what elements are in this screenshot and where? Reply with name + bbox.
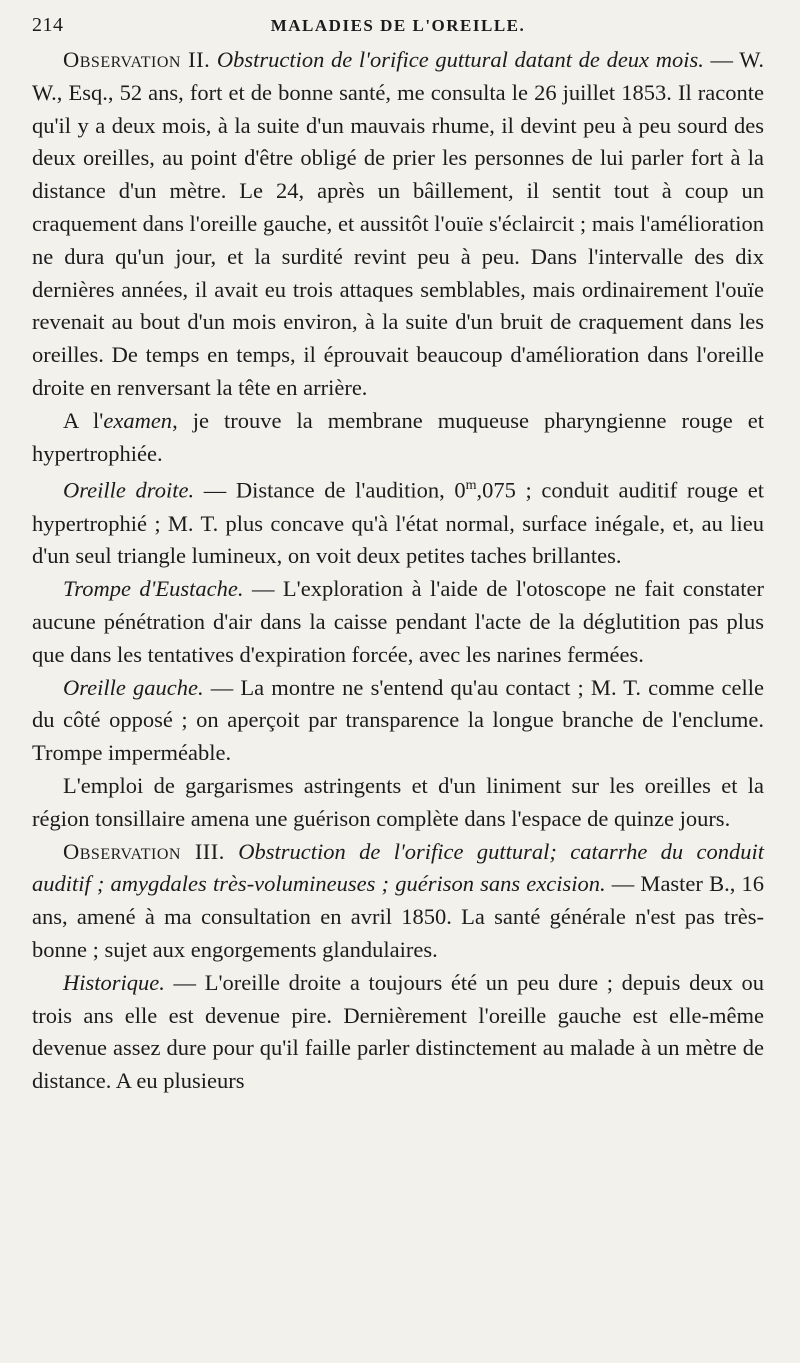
section-heading-oreille-gauche: Oreille gauche. bbox=[63, 674, 204, 700]
paragraph-trompe-eustache bbox=[32, 573, 764, 671]
paragraph-oreille-droite bbox=[32, 470, 764, 573]
section-heading-oreille-droite: Oreille droite. bbox=[63, 477, 195, 503]
paragraph-text: L'emploi de gargarismes astringents et d'un liniment sur les oreilles et la région tonsillaire amena une guérison complète dans l'espace de quinze jours. bbox=[32, 773, 764, 831]
observation-title: Obstruction de l'orifice guttural datant de deux mois. bbox=[216, 47, 704, 72]
paragraph-text: — W. W., Esq., 52 ans, fort et de bonne santé, me consulta le 26 juillet 1853. Il raconte qu'il y a deux mois, à la suite d'un mauvais rhume, il devint peu à peu sourd des deux oreilles, au point d'être obligé de prier les personnes de lui parler fort à la distance d'un mètre. Le 24, après un bâillement, il sentit tout à coup un craquement dans l'oreille gauche, et aussitôt l'ouïe s'éclaircit ; mais l'amélioration ne dura qu'un jour, et la surdité revint peu à peu. Dans l'intervalle des dix dernières années, il avait eu trois attaques semblables, mais ordinairement l'ouïe revenait au bout d'un mois environ, à la suite d'un bruit de craquement dans les oreilles. De temps en temps, il éprouvait beaucoup d'amélioration dans l'oreille droite en renversant la tête en arrière. bbox=[32, 47, 765, 400]
paragraph-text: — La montre ne s'entend qu'au contact ; M. T. comme celle du côté opposé ; on aperçoit par transparence la longue branche de l'enclume. Trompe imperméable. bbox=[32, 674, 764, 766]
unit-superscript: m bbox=[465, 478, 477, 494]
paragraph-text-continued: ,075 ; conduit auditif rouge et hypertrophié ; M. T. plus concave qu'à l'état normal, surface inégale, et, au lieu d'un seul triangle lumineux, on voit deux petites taches brillantes. bbox=[32, 477, 764, 569]
paragraph-text: , je trouve la membrane muqueuse pharyngienne rouge et hypertrophiée. bbox=[32, 407, 764, 466]
observation-label: Observation III. bbox=[63, 838, 225, 864]
paragraph-text: — Distance de l'audition, 0 bbox=[194, 477, 466, 503]
observation-title: Obstruction de l'orifice guttural; catarrhe du conduit auditif ; amygdales très-volumineuses ; guérison sans excision. bbox=[32, 838, 765, 897]
paragraph-examen bbox=[32, 405, 764, 471]
body-text bbox=[32, 44, 764, 1098]
paragraph-text: — Master B., 16 ans, amené à ma consultation en avril 1850. La santé générale n'est pas très-bonne ; sujet aux engorgements glandulaires. bbox=[32, 871, 764, 963]
paragraph-traitement bbox=[32, 770, 764, 836]
paragraph-observation-3 bbox=[32, 836, 764, 967]
observation-label: Observation II. bbox=[63, 47, 211, 72]
paragraph-text: — L'oreille droite a toujours été un peu dure ; depuis deux ou trois ans elle est devenue pire. Dernièrement l'oreille gauche est elle-même devenue assez dure pour qu'il faille parler distinctement au malade à un mètre de distance. A eu plusieurs bbox=[32, 969, 764, 1094]
paragraph-observation-2 bbox=[32, 44, 764, 405]
running-header bbox=[32, 10, 764, 44]
emphasis-examen: examen bbox=[103, 407, 173, 433]
section-heading-trompe: Trompe d'Eustache. bbox=[63, 576, 244, 602]
paragraph-prefix: A l' bbox=[63, 407, 104, 433]
running-title: MALADIES DE L'OREILLE. bbox=[270, 16, 526, 35]
paragraph-oreille-gauche bbox=[32, 672, 764, 770]
paragraph-text: — L'exploration à l'aide de l'otoscope ne fait constater aucune pénétration d'air dans la caisse pendant l'acte de la déglutition pas plus que dans les tentatives d'expiration forcée, avec les narines fermées. bbox=[32, 576, 764, 667]
section-heading-historique: Historique. bbox=[63, 969, 165, 995]
page-number: 214 bbox=[32, 14, 64, 36]
paragraph-historique bbox=[32, 967, 764, 1098]
